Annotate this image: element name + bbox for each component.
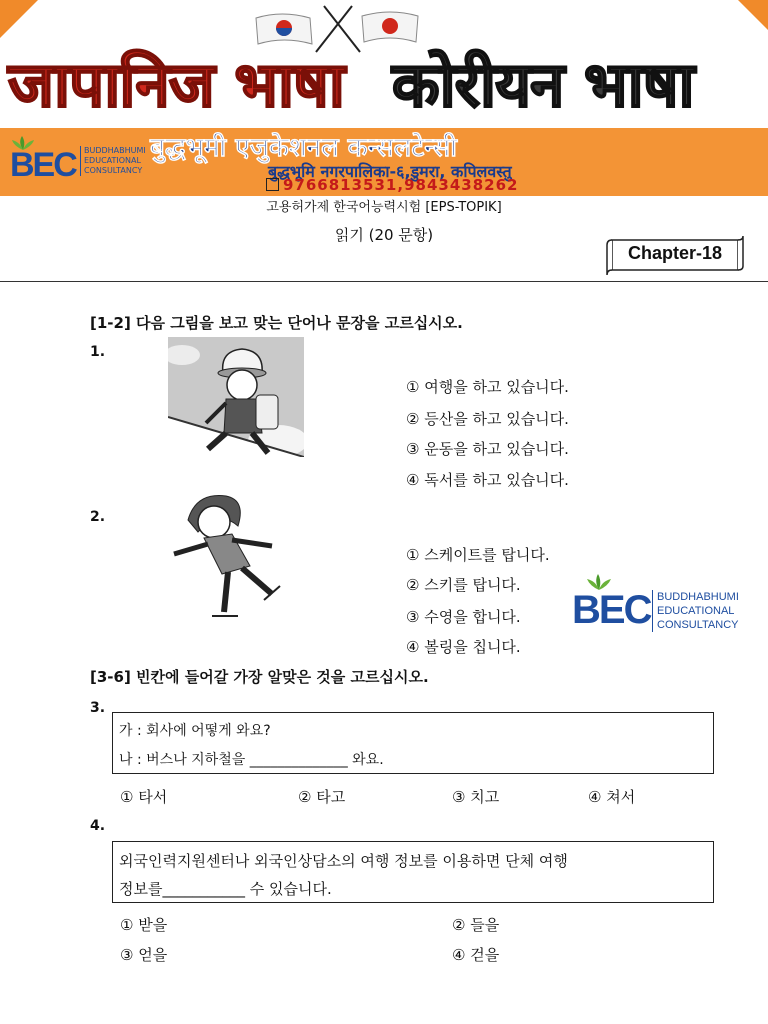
organization-name: बुद्धभूमी एजुकेशनल कन्सलटेन्सी [150, 133, 457, 163]
phone-icon [266, 178, 279, 191]
q4-passage-box [112, 841, 714, 903]
bec-logo-side [570, 574, 740, 638]
q3-line-1: 가 : 회사에 어떻게 와요? [119, 723, 271, 739]
hiker-illustration [168, 337, 304, 457]
q2-option-2[interactable]: ② 스키를 탑니다. [406, 576, 521, 594]
q4-option-4[interactable]: ④ 걷을 [452, 946, 500, 964]
q2-option-3[interactable]: ③ 수영을 합니다. [406, 608, 521, 626]
q4-option-1[interactable]: ① 받을 [120, 916, 168, 934]
logo-line-1: BUDDHABHUMI [84, 146, 146, 155]
q2-option-4[interactable]: ④ 볼링을 칩니다. [406, 638, 521, 656]
chapter-label: Chapter-18 [627, 243, 723, 263]
title-korean-language: कोरीयन भाषा [392, 48, 694, 121]
phone-numbers [266, 176, 518, 194]
q3-line-2: 나 : 버스나 지하철을 ______________ 와요. [119, 752, 384, 768]
section-label: 읽기 (20 문항) [334, 226, 434, 244]
q4-option-2[interactable]: ② 들을 [452, 916, 500, 934]
q3-option-2[interactable]: ② 타고 [298, 788, 346, 806]
ice-skater-illustration [168, 488, 284, 624]
logo-line-3: CONSULTANCY [84, 166, 143, 175]
phone-text: 9766813531,9843438262 [283, 176, 519, 194]
banner-corner-right [738, 0, 768, 30]
bec-logo-letters: BEC [10, 146, 76, 184]
q4-line-1: 외국인력지원센터나 외국인상담소의 여행 정보를 이용하면 단체 여행 [119, 852, 568, 870]
organization-address: बुद्धभूमि नगरपालिका-६,डुमरा, कपिलवस्तु [268, 162, 512, 181]
logo-line-1: BUDDHABHUMI [657, 591, 739, 603]
logo-line-2: EDUCATIONAL [657, 605, 735, 617]
exam-title: 고용허가제 한국어능력시험 [EPS-TOPIK] [266, 200, 502, 215]
question-number-1: 1. [90, 344, 106, 360]
q3-option-3[interactable]: ③ 치고 [452, 788, 500, 806]
question-number-2: 2. [90, 509, 106, 525]
q4-line-2: 정보를___________ 수 있습니다. [119, 880, 332, 898]
q2-option-1[interactable]: ① 스케이트를 탑니다. [406, 546, 550, 564]
q1-option-2[interactable]: ② 등산을 하고 있습니다. [406, 410, 569, 428]
q1-option-3[interactable]: ③ 운동을 하고 있습니다. [406, 440, 569, 458]
q1-option-4[interactable]: ④ 독서를 하고 있습니다. [406, 471, 569, 489]
section-instruction-3-6: [3-6] 빈칸에 들어갈 가장 알맞은 것을 고르십시오. [90, 668, 429, 686]
logo-line-2: EDUCATIONAL [84, 156, 141, 165]
section-instruction-1-2: [1-2] 다음 그림을 보고 맞는 단어나 문장을 고르십시오. [90, 314, 463, 332]
q1-option-1[interactable]: ① 여행을 하고 있습니다. [406, 378, 569, 396]
header-divider [0, 281, 768, 282]
q3-option-4[interactable]: ④ 쳐서 [588, 788, 636, 806]
q4-option-3[interactable]: ③ 얻을 [120, 946, 168, 964]
logo-line-3: CONSULTANCY [657, 619, 739, 631]
q3-dialogue-box [112, 712, 714, 774]
question-number-4: 4. [90, 818, 106, 834]
title-japanese-language: जापानिज भाषा [8, 48, 344, 121]
q3-option-1[interactable]: ① 타서 [120, 788, 168, 806]
bec-logo-letters: BEC [572, 588, 651, 632]
bec-logo [8, 136, 148, 186]
banner-corner-left [0, 0, 38, 38]
header-banner [0, 0, 768, 128]
chapter-tag [606, 236, 744, 276]
question-number-3: 3. [90, 700, 106, 716]
